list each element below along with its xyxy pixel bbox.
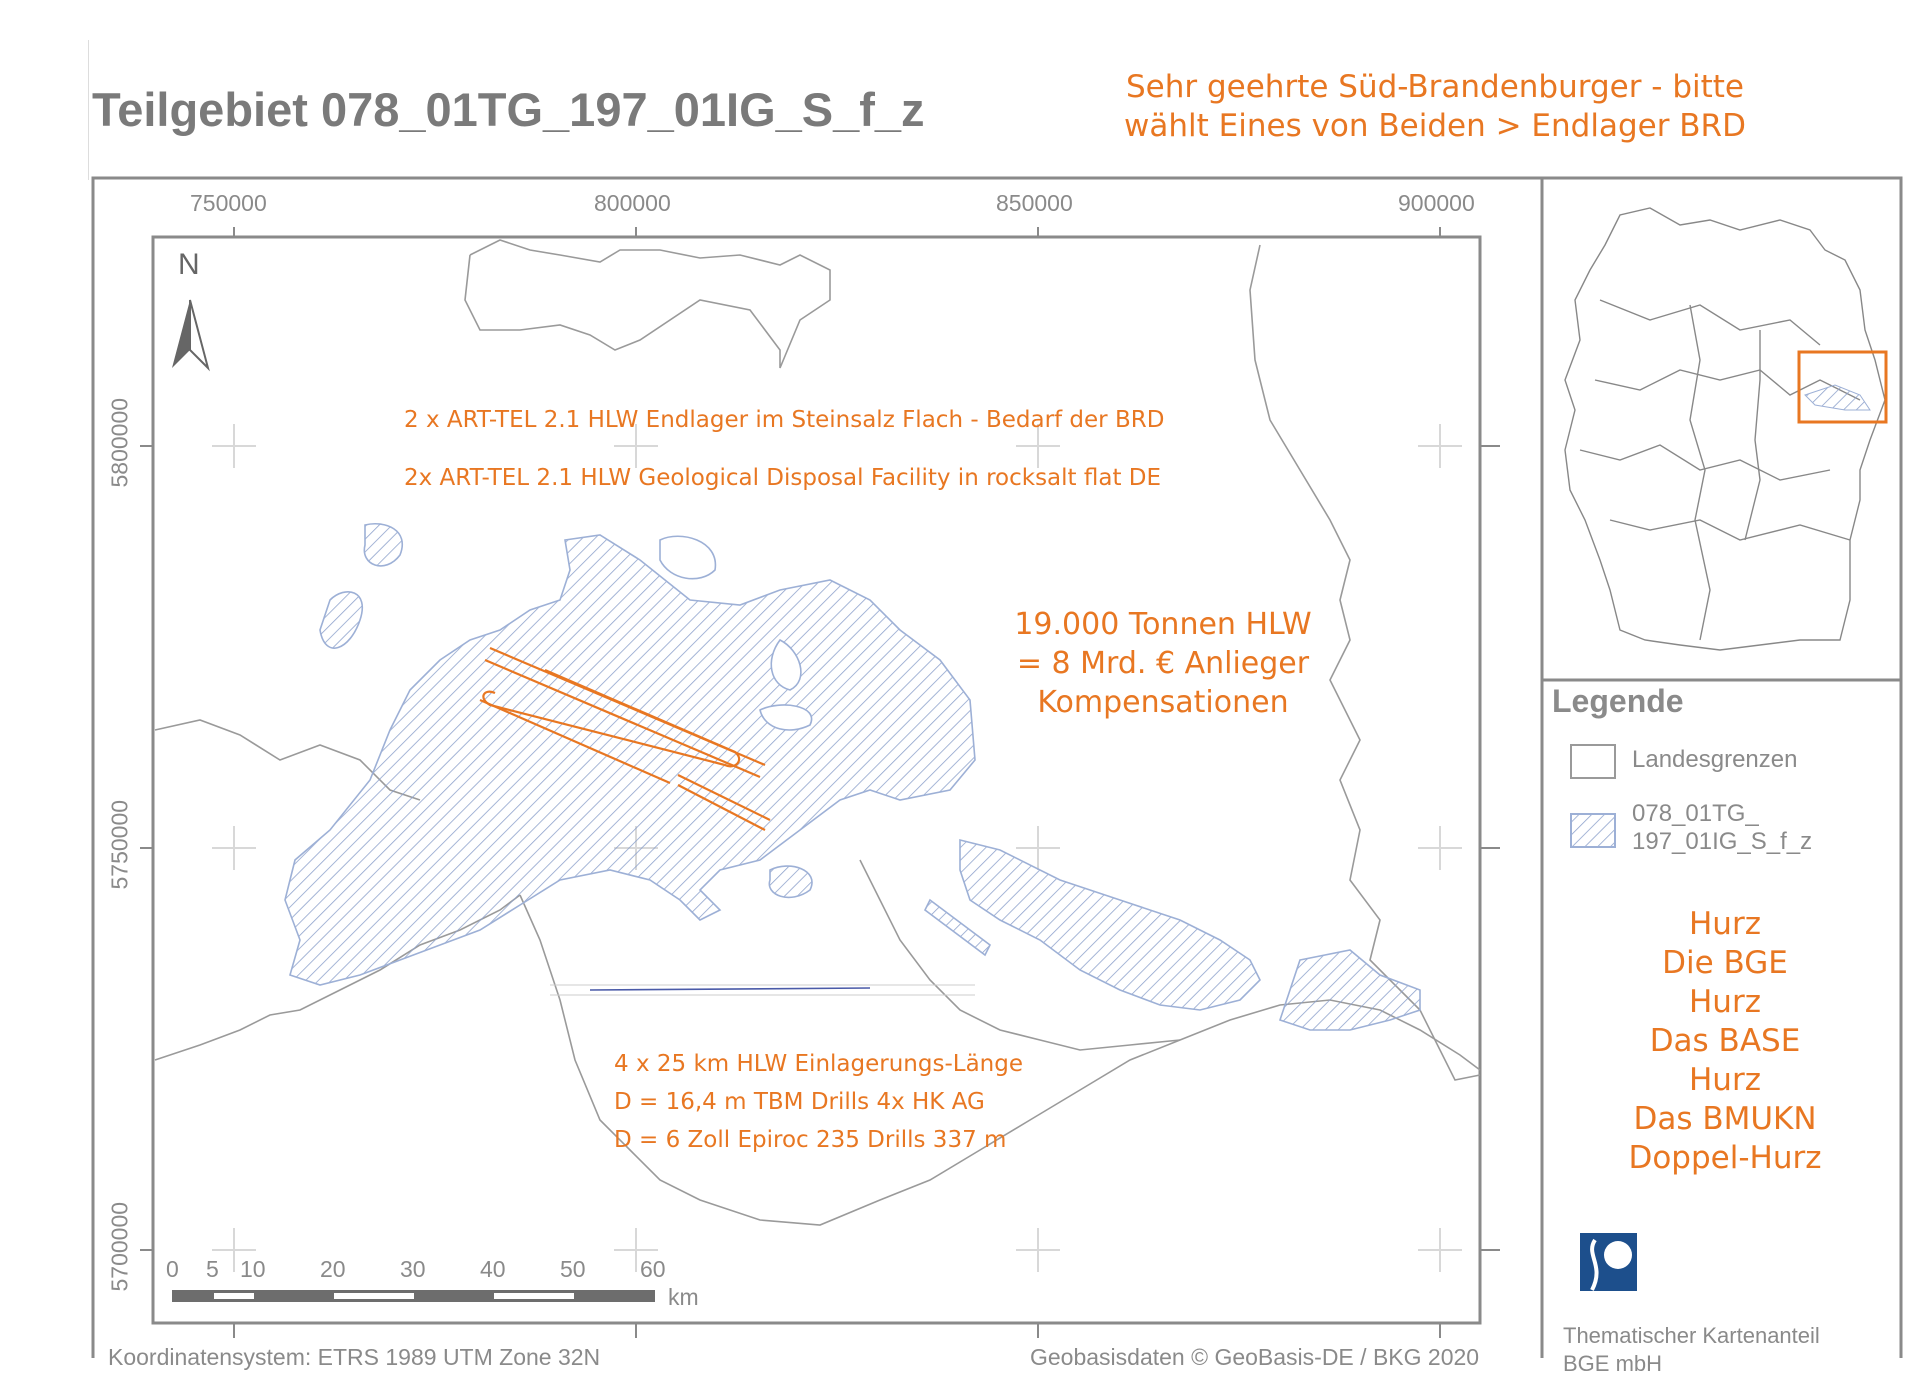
legend-label-area-line-2: 197_01IG_S_f_z <box>1632 828 1813 855</box>
scale-label-0: 0 <box>166 1256 179 1282</box>
annotation-de: 2 x ART-TEL 2.1 HLW Endlager im Steinsalz Flach - Bedarf der BRD <box>404 407 1165 433</box>
scale-unit: km <box>668 1284 699 1310</box>
chant-line-6: Das BMUKN <box>1633 1101 1817 1137</box>
scale-label-50: 50 <box>560 1256 586 1282</box>
tonnage-line-1: 19.000 Tonnen HLW <box>1014 607 1312 642</box>
credit-text <box>1563 1322 1820 1378</box>
credit-line-1: Thematischer Kartenanteil <box>1563 1323 1820 1348</box>
chant-line-1: Hurz <box>1689 906 1761 942</box>
x-tick-850000: 850000 <box>996 190 1073 216</box>
scale-label-10: 10 <box>240 1256 266 1282</box>
y-tick-5800000: 5800000 <box>106 397 133 488</box>
x-tick-900000: 900000 <box>1398 190 1475 216</box>
chant-line-2: Die BGE <box>1662 945 1788 981</box>
chant-line-3: Hurz <box>1689 984 1761 1020</box>
appeal-line-1: Sehr geehrte Süd-Brandenburger - bitte <box>1125 69 1745 105</box>
drill-line-1: 4 x 25 km HLW Einlagerungs-Länge <box>614 1051 1023 1077</box>
annotation-en: 2x ART-TEL 2.1 HLW Geological Disposal Facility in rocksalt flat DE <box>404 465 1162 491</box>
scale-label-5: 5 <box>206 1256 219 1282</box>
chant-line-4: Das BASE <box>1649 1023 1801 1059</box>
drill-line-3: D = 6 Zoll Epiroc 235 Drills 337 m <box>614 1127 1007 1153</box>
chant-line-7: Doppel-Hurz <box>1628 1140 1822 1176</box>
credit-line-2: BGE mbH <box>1563 1351 1663 1376</box>
source-note: Geobasisdaten © GeoBasis-DE / BKG 2020 <box>1030 1344 1480 1370</box>
legend-label-landesgrenzen: Landesgrenzen <box>1632 746 1798 773</box>
tonnage-line-3: Kompensationen <box>1037 685 1289 720</box>
scale-bar <box>172 1290 655 1302</box>
tonnage-line-2: = 8 Mrd. € Anlieger <box>1016 646 1310 681</box>
y-tick-5700000: 5700000 <box>106 1201 133 1292</box>
inset-germany-map <box>1565 208 1885 650</box>
north-arrow-icon <box>172 300 208 368</box>
scale-label-40: 40 <box>480 1256 506 1282</box>
empty-box-icon <box>1571 745 1615 778</box>
legend-label-area <box>1632 800 1812 856</box>
crs-note: Koordinatensystem: ETRS 1989 UTM Zone 32N <box>108 1344 601 1370</box>
page-title: Teilgebiet 078_01TG_197_01IG_S_f_z <box>92 83 925 136</box>
profile-line <box>550 985 975 995</box>
area-078-01TG-197-01IG-S-f-z <box>285 524 1420 1030</box>
drill-note <box>614 1045 1023 1159</box>
chant-line-5: Hurz <box>1689 1062 1761 1098</box>
inset-area-mini <box>1805 385 1870 410</box>
scale-label-30: 30 <box>400 1256 426 1282</box>
x-tick-750000: 750000 <box>190 190 267 216</box>
scale-label-20: 20 <box>320 1256 346 1282</box>
legend-title: Legende <box>1552 683 1684 719</box>
inset-highlight-box <box>1799 352 1886 422</box>
hatched-box-icon <box>1571 814 1615 847</box>
y-tick-5750000: 5750000 <box>106 799 133 890</box>
north-label: N <box>178 248 200 281</box>
legend-label-area-line-1: 078_01TG_ <box>1632 800 1759 827</box>
drill-line-2: D = 16,4 m TBM Drills 4x HK AG <box>614 1089 985 1115</box>
tonnage-note <box>988 605 1338 722</box>
x-tick-800000: 800000 <box>594 190 671 216</box>
chant-list <box>1565 905 1885 1178</box>
bge-logo-icon <box>1580 1233 1637 1291</box>
appeal-line-2: wählt Eines von Beiden > Endlager BRD <box>1124 108 1746 144</box>
map-outer-frame <box>93 178 1901 1358</box>
scale-label-60: 60 <box>640 1256 666 1282</box>
